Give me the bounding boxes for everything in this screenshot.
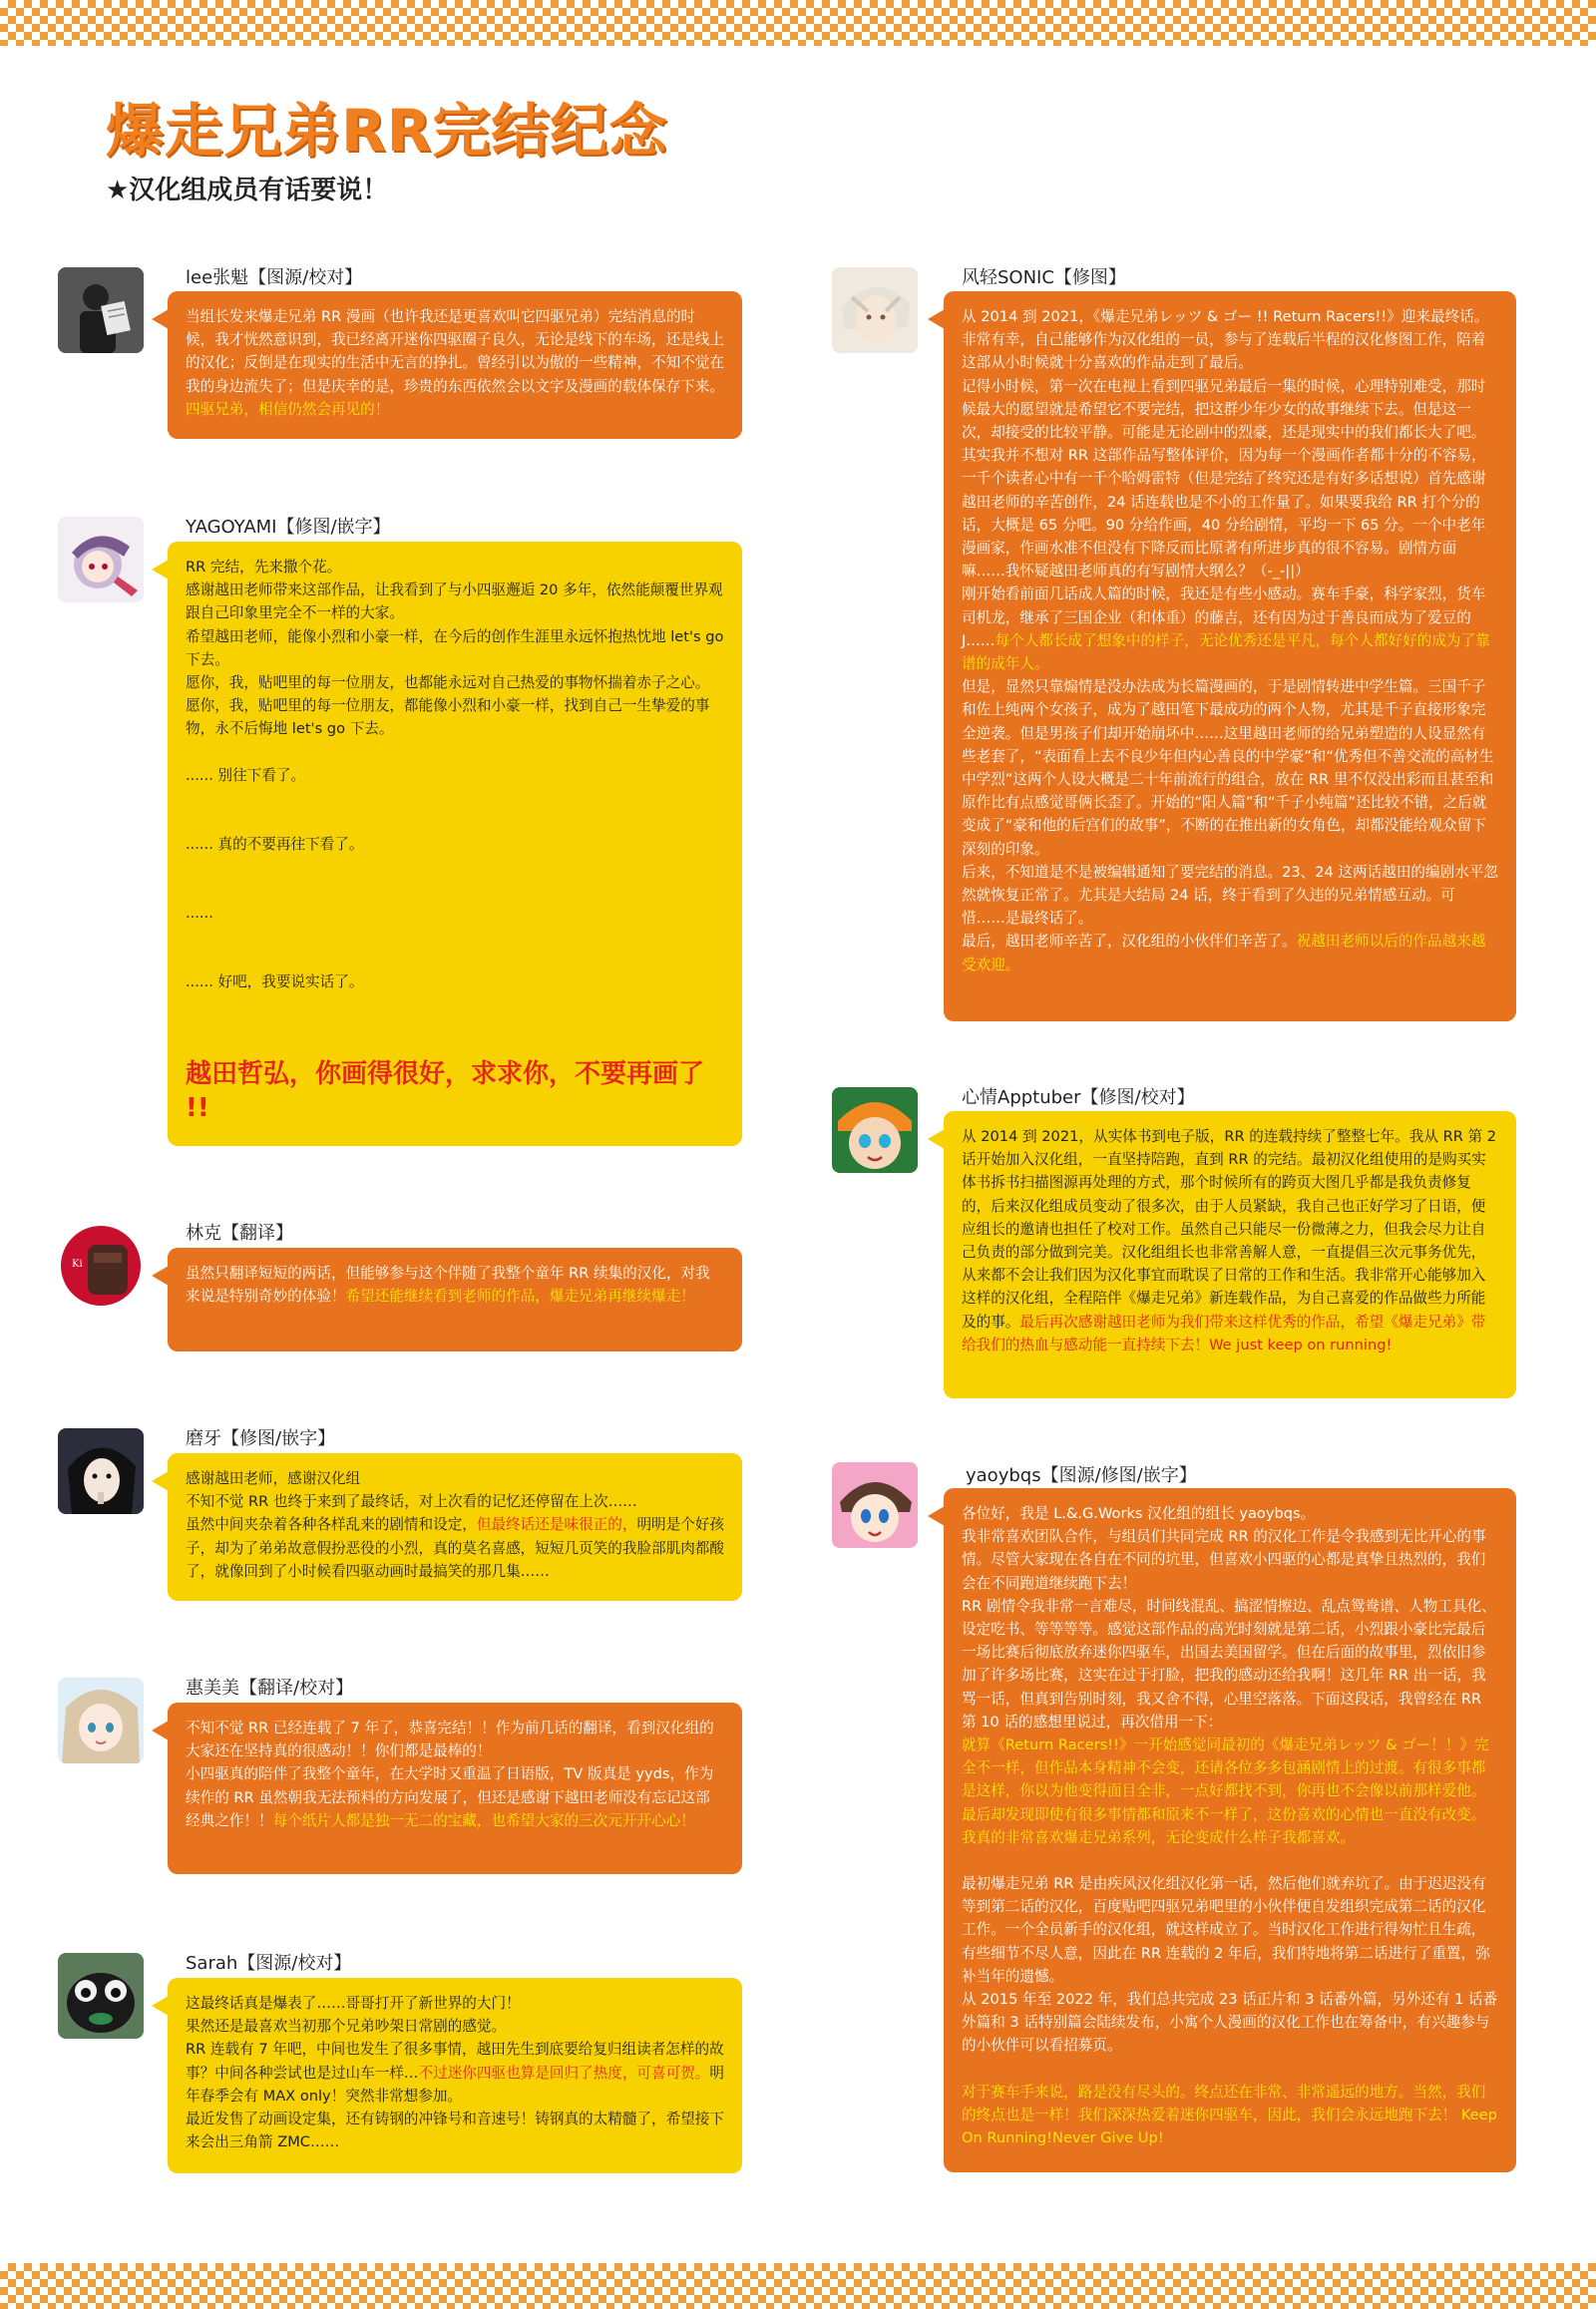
- yaoybqs-p4-highlight: 就算《Return Racers!!》一开始感觉同最初的《爆走兄弟レッツ & ゴー！！》完全不一样，但作品本身精神不会变，还请各位多多包涵剧情上的过渡。有很多事都是这样，你以为他变得面目全非，一点好都找不到，你再也不会像以前那样爱他。最后却发现即使有很多事情都和原来不一样了，这份喜欢的心情也一直没有改变。我真的非常喜欢爆走兄弟系列，无论变成什么样子我都喜欢。: [962, 1736, 1489, 1846]
- lee-name: lee张魁【图源/校对】: [186, 267, 363, 288]
- huimeimei-comment: [168, 1703, 742, 1874]
- linke-comment: [168, 1248, 742, 1351]
- yaoybqs-p6: 从 2015 年至 2022 年，我们总共完成 23 话正片和 3 话番外篇，另外还有 1 话番外篇和 3 话特别篇会陆续发布，小寓个人漫画的汉化工作也在筹备中，有兴趣参与的小伙伴可以看招募页。: [962, 1991, 1498, 2055]
- sonic-p4: [962, 582, 1498, 675]
- moya-line-1: 感谢越田老师，感谢汉化组: [186, 1470, 361, 1487]
- yagoyami-avatar: [58, 517, 144, 602]
- sarah-text-3: [186, 2038, 724, 2108]
- apptuber-name: 心情Apptuber【修图/校对】: [962, 1087, 1195, 1108]
- yagoyami-line-5: 愿你，我，贴吧里的每一位朋友，都能像小烈和小豪一样，找到自己一生挚爱的事物，永不后悔地 let's go 下去。: [186, 697, 710, 738]
- yagoyami-line-1: RR 完结，先来撒个花。: [186, 559, 342, 576]
- yaoybqs-p7-highlight: 对于赛车手来说，路是没有尽头的。终点还在非常、非常遥远的地方。当然，我们的终点也是一样！我们深深热爱着迷你四驱车，因此，我们会永远地跑下去！ Keep On Running!Never Give Up!: [962, 2083, 1497, 2147]
- lee-comment-highlight: 四驱兄弟，相信仍然会再见的！: [186, 400, 390, 418]
- lee-comment: [168, 291, 742, 439]
- page-title: 爆走兄弟RR完结纪念: [106, 97, 668, 165]
- linke-comment-text: 虽然只翻译短短的两话，但能够参与这个伴随了我整个童年 RR 续集的汉化，对我来说是特别奇妙的体验！: [186, 1265, 710, 1306]
- sonic-avatar: [832, 267, 918, 353]
- sarah-comment: [168, 1978, 742, 2173]
- yagoyami-name: YAGOYAMI【修图/嵌字】: [186, 517, 391, 538]
- yagoyami-dots-2: ...... 真的不要再往下看了。: [186, 835, 364, 853]
- lee-comment-text: 当组长发来爆走兄弟 RR 漫画（也许我还是更喜欢叫它四驱兄弟）完结消息的时候，我才恍然意识到，我已经离开迷你四驱圈子良久，无论是线下的车场，还是线上的汉化；反倒是在现实的生活中无言的挣扎。曾经引以为傲的一些精神，不知不觉在我的身边流失了；但是庆幸的是，珍贵的东西依然会以文字及漫画的载体保存下来。: [186, 308, 724, 395]
- sarah-text-3a: RR 连载有 7 年吧，中间也发生了很多事情，越田先生到底要给复归组读者怎样的故事？中间各种尝试也是过山车一样…: [186, 2041, 724, 2082]
- sonic-name: 风轻SONIC【修图】: [962, 267, 1126, 288]
- moya-line-3-highlight: 但最终话还是味很正的，: [476, 1516, 637, 1534]
- yagoyami-dots-1: ...... 别往下看了。: [186, 766, 306, 784]
- page-header: [106, 96, 667, 206]
- apptuber-comment: [944, 1111, 1516, 1398]
- sarah-text-4: 最近发售了动画设定集，还有铸钢的冲锋号和音速号！铸钢真的太精髓了，希望接下来会出三角箭 ZMC……: [186, 2111, 724, 2151]
- yaoybqs-p5: 最初爆走兄弟 RR 是由疾风汉化组汉化第一话，然后他们就弃坑了。由于迟迟没有等到第二话的汉化，百度贴吧四驱兄弟吧里的小伙伴便自发组织完成第二话的汉化工作。一个全员新手的汉化组，就这样成立了。当时汉化工作进行得匆忙且生疏，有些细节不尽人意，因此在 RR 连载的 2 年后，我们特地将第二话进行了重置，弥补当年的遗憾。: [962, 1875, 1490, 1985]
- moya-avatar: [58, 1428, 144, 1514]
- moya-line-3: [186, 1513, 724, 1583]
- sonic-p6: 后来，不知道是不是被编辑通知了要完结的消息。23、24 这两话越田的编剧水平忽然就恢复正常了。尤其是大结局 24 话，终于看到了久违的兄弟情感互动。可惜……是最终话了。: [962, 863, 1498, 928]
- huimeimei-name: 惠美美【翻译/校对】: [186, 1678, 354, 1699]
- moya-name: 磨牙【修图/嵌字】: [186, 1428, 336, 1449]
- linke-name: 林克【翻译】: [186, 1223, 293, 1244]
- apptuber-comment-highlight: 最后再次感谢越田老师为我们带来这样优秀的作品，希望《爆走兄弟》带给我们的热血与感动能一直持续下去！We just keep on running!: [962, 1313, 1486, 1353]
- yaoybqs-p3: RR 剧情令我非常一言难尽，时间线混乱、搞涩情擦边、乱点鸳鸯谱、人物工具化、设定吃书、等等等等。感觉这部作品的高光时刻就是第二话，小烈跟小豪比完最后一场比赛后彻底放弃迷你四驱车，出国去美国留学。但在后面的故事里，烈依旧参加了许多场比赛，这实在过于打脸，把我的感动还给我啊！这几年 RR 出一话，我骂一话，但真到告别时刻，我又舍不得，心里空落落。下面这段话，我曾经在 RR 第 10 话的感想里说过，再次借用一下：: [962, 1597, 1496, 1731]
- linke-avatar: [58, 1223, 144, 1309]
- linke-comment-highlight: 希望还能继续看到老师的作品，爆走兄弟再继续爆走！: [345, 1288, 695, 1306]
- sonic-p3: 其实我并不想对 RR 这部作品写整体评价，因为每一个漫画作者都十分的不容易，一千个读者心中有一千个哈姆雷特（但是完结了终究还是有好多话想说）首先感谢越田老师的辛苦创作，24 话连载也是不小的工作量了。如果要我给 RR 打个分的话，大概是 65 分吧。90 分给作画，40 分给剧情，平均一下 65 分。一个中老年漫画家，作画水准不但没有下降反而比原著有所进步真的很不容易。剧情方面嘛……我怀疑越田老师真的有写剧情大纲么？（-_-||）: [962, 447, 1486, 580]
- huimeimei-text-1: 不知不觉 RR 已经连载了 7 年了，恭喜完结！！作为前几话的翻译，看到汉化组的大家还在坚持真的很感动！！你们都是最棒的！: [186, 1720, 714, 1760]
- sonic-comment: [944, 291, 1516, 1021]
- sonic-p4-highlight: 每个人都长成了想象中的样子，无论优秀还是平凡，每个人都好好的成为了靠谱的成年人。: [962, 631, 1490, 673]
- yagoyami-dots-4: ...... 好吧，我要说实话了。: [186, 973, 364, 991]
- sonic-p4-body: 刚开始看前面几话成人篇的时候，我还是有些小感动。赛车手豪，科学家烈，货车司机龙，继承了三国企业（和体重）的藤吉，还有因为过于善良而成为了爱豆的 J……: [962, 585, 1486, 649]
- yaoybqs-avatar: [832, 1462, 918, 1548]
- yagoyami-line-2: 感谢越田老师带来这部作品，让我看到了与小四驱邂逅 20 多年，依然能颠覆世界观跟自己印象里完全不一样的大家。: [186, 581, 723, 622]
- yaoybqs-name: yaoybqs【图源/修图/嵌字】: [966, 1465, 1197, 1486]
- huimeimei-text-2-body: 小四驱真的陪伴了我整个童年，在大学时又重温了日语版，TV 版真是 yyds，作为续作的 RR 虽然朝我无法预料的方向发展了，但还是感谢下越田老师没有忘记这部经典之作！！: [186, 1765, 714, 1829]
- huimeimei-text-2: [186, 1762, 724, 1832]
- yaoybqs-comment: [944, 1488, 1516, 2172]
- sarah-text-3b: 明年春季会有 MAX only！突然非常想参加。: [186, 2064, 725, 2105]
- sarah-text-2: 果然还是最喜欢当初那个兄弟吵架日常剧的感觉。: [186, 2018, 507, 2036]
- huimeimei-avatar: [58, 1678, 144, 1763]
- sonic-p7: [962, 930, 1498, 975]
- sarah-text-3-highlight: 不过迷你四驱也算是回归了热度，可喜可贺。: [418, 2064, 710, 2082]
- sonic-p1: 从 2014 到 2021，《爆走兄弟レッツ & ゴー !! Return Racers!!》迎来最终话。非常有幸，自己能够作为汉化组的一员，参与了连载后半程的汉化修图工作，陪着这部从小时候就十分喜欢的作品走到了最后。: [962, 308, 1489, 372]
- yagoyami-final-line: 越田哲弘，你画得很好，求求你，不要再画了 !!: [186, 1059, 705, 1124]
- sonic-p5: 但是，显然只靠煽情是没办法成为长篇漫画的，于是剧情转进中学生篇。三国千子和佐上纯两个女孩子，成为了越田笔下最成功的两个人物，尤其是千子直接形象完全逆袭。但是男孩子们却开始崩坏中……这里越田老师的给兄弟塑造的人设显然有些老套了，“表面看上去不良少年但内心善良的中学豪”和“优秀但不善交流的高材生中学烈”这两个人设大概是二十年前流行的组合，放在 RR 里不仅没出彩而且甚至和原作比有点感觉哥俩长歪了。开始的“阳人篇”和“千子小纯篇”还比较不错，之后就变成了“豪和他的后宫们的故事”，不断的在推出新的女角色，却都没能给观众留下深刻的印象。: [962, 678, 1494, 858]
- apptuber-comment-text: 从 2014 到 2021，从实体书到电子版，RR 的连载持续了整整七年。我从 RR 第 2 话开始加入汉化组，一直坚持陪跑，直到 RR 的完结。最初汉化组使用的是购买实体书拆书扫描图源再处理的方式，那个时候所有的跨页大图几乎都是我负责修复的，后来汉化组成员变动了很多次，由于人员紧缺，我自己也正好学习了日语，便应组长的邀请也担任了校对工作。虽然自己只能尽一份微薄之力，但我会尽力让自己负责的部分做到完美。汉化组组长也非常善解人意，一直提倡三次元事务优先，从来都不会让我们因为汉化事宜而耽误了日常的工作和生活。我非常开心能够加入这样的汉化组，全程陪伴《爆走兄弟》新连载作品，为自己喜爱的作品做些力所能及的事。: [962, 1128, 1497, 1331]
- svg-text:Ki: Ki: [72, 1259, 83, 1270]
- moya-comment: [168, 1453, 742, 1601]
- moya-line-3a: 虽然中间夹杂着各种各样乱来的剧情和设定，: [186, 1516, 477, 1534]
- moya-line-3c: 明明是个好孩子，却为了弟弟故意假扮恶役的小烈，真的莫名喜感，短短几页笑的我脸部肌肉都酸了，就像回到了小时候看四驱动画时最搞笑的那几集……: [186, 1516, 725, 1580]
- yagoyami-comment: [168, 542, 742, 1146]
- yagoyami-line-4: 愿你，我，贴吧里的每一位朋友，也都能永远对自己热爱的事物怀揣着赤子之心。: [186, 674, 710, 692]
- sarah-avatar: [58, 1953, 144, 2039]
- lee-avatar: [58, 267, 144, 353]
- sonic-p7-highlight: 祝越田老师以后的作品越来越受欢迎。: [962, 933, 1486, 973]
- sarah-text-1: 这最终话真是爆表了……哥哥打开了新世界的大门！: [186, 1995, 521, 2012]
- yaoybqs-p2: 我非常喜欢团队合作，与组员们共同完成 RR 的汉化工作是令我感到无比开心的事情。尽管大家现在各自在不同的坑里，但喜欢小四驱的心都是真挚且热烈的，我们会在不同跑道继续跑下去！: [962, 1528, 1486, 1592]
- moya-line-2: 不知不觉 RR 也终于来到了最终话，对上次看的记忆还停留在上次……: [186, 1493, 637, 1511]
- checker-border-bottom: [0, 2263, 1596, 2309]
- apptuber-avatar: [832, 1087, 918, 1173]
- huimeimei-highlight: 每个纸片人都是独一无二的宝藏，也希望大家的三次元开开心心！: [272, 1811, 695, 1829]
- page-subtitle: ★汉化组成员有话要说！: [106, 176, 389, 205]
- yagoyami-line-3: 希望越田老师，能像小烈和小豪一样，在今后的创作生涯里永远怀抱热忱地 let's go 下去。: [186, 627, 724, 668]
- sarah-name: Sarah【图源/校对】: [186, 1953, 352, 1974]
- checker-border-top: [0, 0, 1596, 46]
- yagoyami-dots-3: ......: [186, 905, 213, 923]
- sonic-p2: 记得小时候，第一次在电视上看到四驱兄弟最后一集的时候，心理特别难受，那时候最大的愿望就是希望它不要完结，把这群少年少女的故事继续下去。但是这一次，却接受的比较平静。可能是无论剧中的烈豪，还是现实中的我们都长大了吧。: [962, 377, 1486, 442]
- sonic-p7-body: 最后，越田老师辛苦了，汉化组的小伙伴们辛苦了。: [962, 933, 1297, 951]
- yaoybqs-p1: 各位好，我是 L.&.G.Works 汉化组的组长 yaoybqs。: [962, 1505, 1316, 1522]
